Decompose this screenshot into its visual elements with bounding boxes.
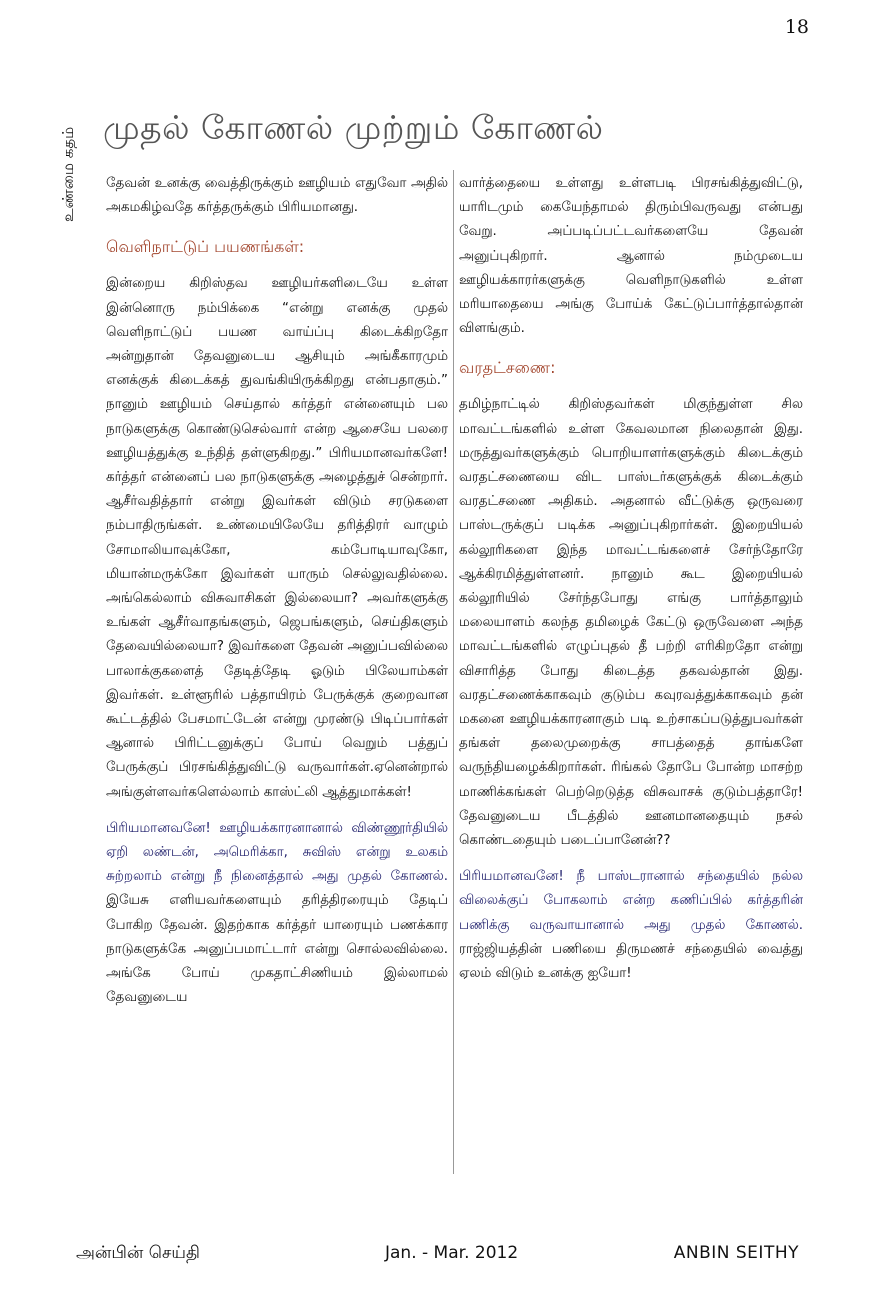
left-highlight-text: பிரியமானவனே! ஊழியக்காரனானால் விண்ணூர்தியில் ஏறி லண்டன், அமெரிக்கா, சுவிஸ் என்று உலகம் சுற்றலாம் என்று நீ நினைத்தால் அது முதல் கோணல். <box>106 820 448 885</box>
right-closing-text: ராஜ்ஜியத்தின் பணியை திருமணச் சந்தையில் வைத்து ஏலம் விடும் உனக்கு ஐயோ! <box>459 941 803 982</box>
right-highlight-paragraph <box>459 865 803 986</box>
left-closing-text: இயேசு எளியவர்களையும் தரித்திரரையும் தேடிப் போகிற தேவன். இதற்காக கர்த்தர் யாரையும் பணக்கார நாடுகளுக்கே அனுப்பமாட்டார் என்று சொல்லவில்லை. அங்கே போய் முகதாட்சிணியம் இல்லாமல் தேவனுடைய <box>106 893 448 1006</box>
left-highlight-paragraph <box>106 817 448 1011</box>
side-label: உண்மை கதம் <box>59 126 77 222</box>
footer-magazine-name-english: ANBIN SEITHY <box>673 1243 799 1263</box>
right-body-paragraph: தமிழ்நாட்டில் கிறிஸ்தவர்கள் மிகுந்துள்ள சில மாவட்டங்களில் உள்ள கேவலமான நிலைதான் இது. மருத்துவர்களுக்கும் பொறியாளர்களுக்கும் கிடைக்கும் வரதட்சணையை விட பாஸ்டர்களுக்குக் கிடைக்கும் வரதட்சணை அதிகம். அதனால் வீட்டுக்கு ஒருவரை பாஸ்டருக்குப் படிக்க அனுப்புகிறார்கள். இறையியல் கல்லூரிகளை இந்த மாவட்டங்களைச் சேர்ந்தோரே ஆக்கிரமித்துள்ளனர். நானும் கூட இறையியல் கல்லூரியில் சேர்ந்தபோது எங்கு பார்த்தாலும் மலையாளம் கலந்த தமிழைக் கேட்டு ஒருவேளை அந்த மாவட்டங்களில் எழுப்புதல் தீ பற்றி எரிகிறதோ என்று விசாரித்த போது கிடைத்த தகவல்தான் இது. வரதட்சணைக்காகவும் குடும்ப கவுரவத்துக்காகவும் தன் மகனை ஊழியக்காரனாகும் படி உற்சாகப்படுத்துபவர்கள் தங்கள் தலைமுறைக்கு சாபத்தைத் தாங்களே வருந்தியழைக்கிறார்கள். ரிங்கல் தோபே போன்ற மாசற்ற மாணிக்கங்கள் பெற்றெடுத்த விசுவாசக் குடும்பத்தாரே! தேவனுடைய பீடத்தில் ஊனமானதையும் நசல் கொண்டதையும் படைப்பானேன்?? <box>459 397 803 849</box>
page-number: 18 <box>784 16 809 38</box>
footer-magazine-name-tamil: அன்பின் செய்தி <box>76 1243 200 1263</box>
left-column <box>106 172 448 1182</box>
left-body-paragraph: இன்றைய கிறிஸ்தவ ஊழியர்களிடையே உள்ள இன்னொரு நம்பிக்கை “என்று எனக்கு முதல் வெளிநாட்டுப் பயண வாய்ப்பு கிடைக்கிறதோ அன்றுதான் தேவனுடைய ஆசியும் அங்கீகாரமும் எனக்குக் கிடைக்கத் துவங்கியிருக்கிறது என்பதாகும்.” நானும் ஊழியம் செய்தால் கர்த்தர் என்னையும் பல நாடுகளுக்கு கொண்டுசெல்வார் என்ற ஆசையே பலரை ஊழியத்துக்கு உந்தித் தள்ளுகிறது.” பிரியமானவர்களே! கர்த்தர் என்னைப் பல நாடுகளுக்கு அழைத்துச் சென்றார். ஆசீர்வதித்தார் என்று இவர்கள் விடும் சரடுகளை நம்பாதிருங்கள். உண்மையிலேயே தரித்திரர் வாழும் சோமாலியாவுக்கோ, கம்போடியாவுகோ, மியான்மருக்கோ இவர்கள் யாரும் செல்லுவதில்லை. அங்கெல்லாம் விசுவாசிகள் இல்லையா? அவர்களுக்கு உங்கள் ஆசீர்வாதங்களும், ஜெபங்களும், செய்திகளும் தேவையில்லையா? இவர்களை தேவன் அனுப்பவில்லை பாலாக்குகளைத் தேடித்தேடி ஓடும் பிலேயாம்கள் இவர்கள். உள்ளூரில் பத்தாயிரம் பேருக்குக் குறைவான கூட்டத்தில் பேசமாட்டேன் என்று முரண்டு பிடிப்பார்கள் ஆனால் பிரிட்டனுக்குப் போய் வெறும் பத்துப் பேருக்குப் பிரசங்கித்துவிட்டு வருவார்கள்.ஏனென்றால் அங்குள்ளவர்களெல்லாம் காஸ்ட்லி ஆத்துமாக்கள்! <box>106 276 448 800</box>
right-continuation-paragraph: வார்த்தையை உள்ளது உள்ளபடி பிரசங்கித்துவிட்டு, யாரிடமும் கையேந்தாமல் திரும்பிவருவது என்பது வேறு. அப்படிப்பட்டவர்களையே தேவன் அனுப்புகிறார். ஆனால் நம்முடைய ஊழியக்காரர்களுக்கு வெளிநாடுகளில் உள்ள மரியாதையை அங்கு போய்க் கேட்டுப்பார்த்தால்தான் விளங்கும். <box>459 176 803 337</box>
section-heading-dowry: வரதட்சணை: <box>459 358 556 378</box>
page-title: முதல் கோணல் முற்றும் கோணல் <box>103 108 604 147</box>
left-intro-paragraph: தேவன் உனக்கு வைத்திருக்கும் ஊழியம் எதுவோ அதில் அகமகிழ்வதே கர்த்தருக்கும் பிரியமானது. <box>106 176 448 216</box>
column-divider <box>453 170 454 1174</box>
right-highlight-text: பிரியமானவனே! நீ பாஸ்டரானால் சந்தையில் நல்ல விலைக்குப் போகலாம் என்ற கணிப்பில் கர்த்தரின் பணிக்கு வருவாயானால் அது முதல் கோணல். <box>459 869 803 933</box>
footer-issue-date: Jan. - Mar. 2012 <box>385 1243 519 1263</box>
section-heading-foreign-travel: வெளிநாட்டுப் பயணங்கள்: <box>106 237 305 257</box>
right-column <box>459 172 803 1182</box>
